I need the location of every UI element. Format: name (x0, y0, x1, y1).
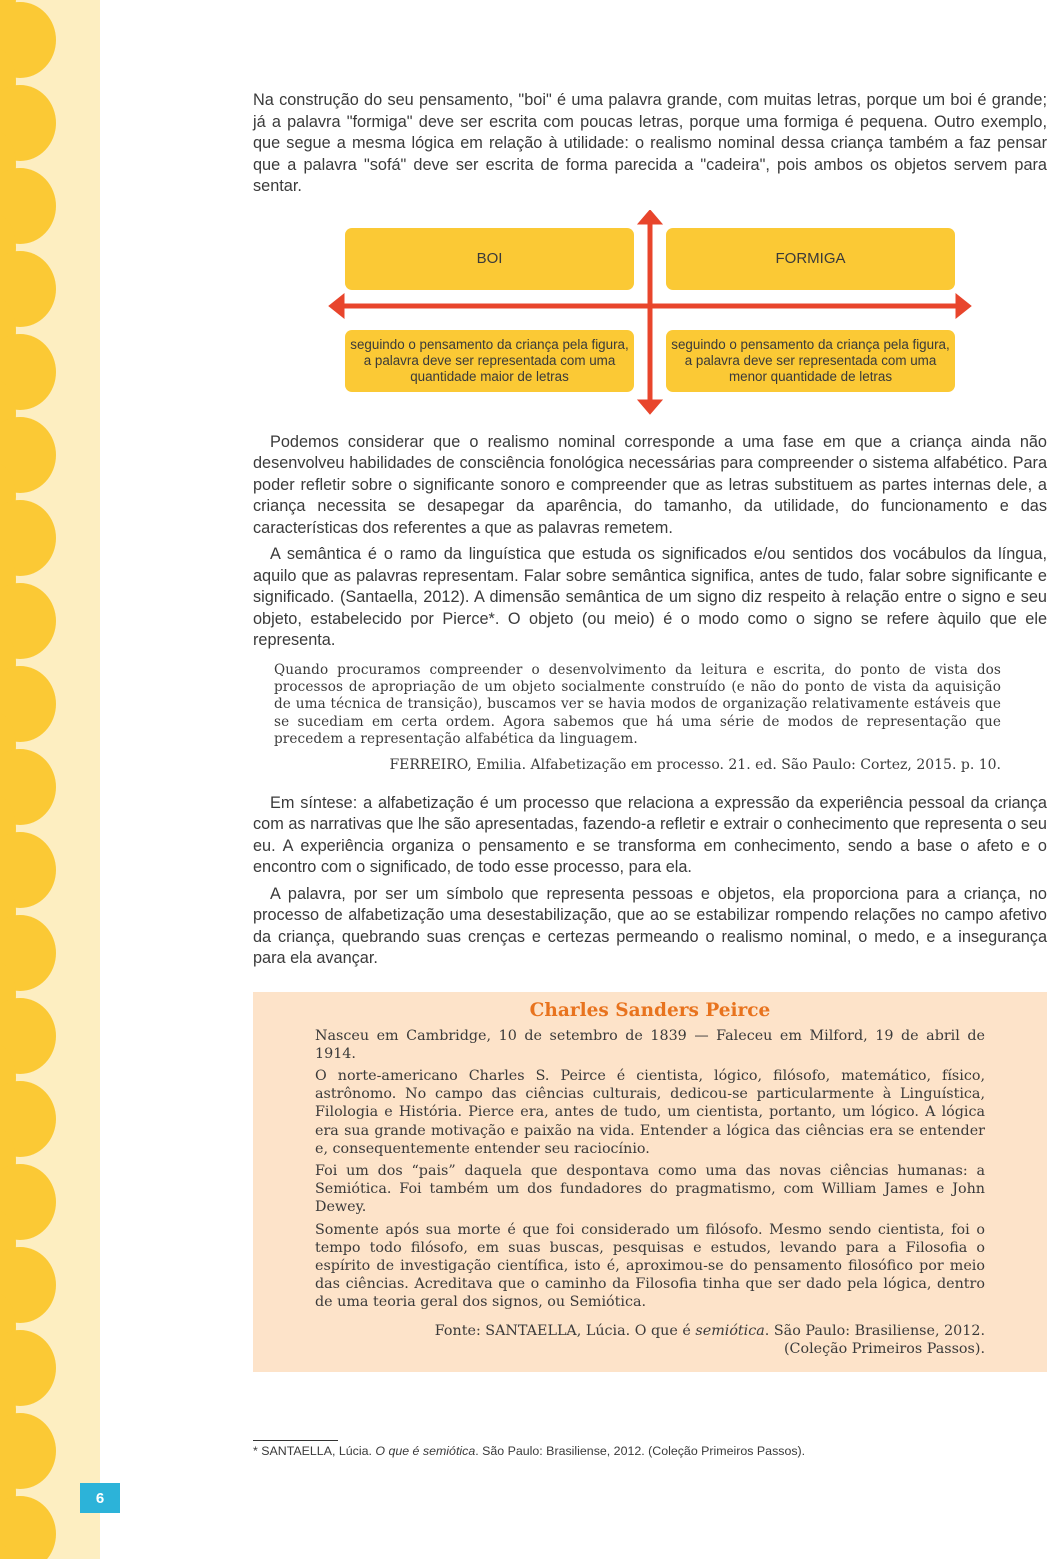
paragraph-palavra: A palavra, por ser um símbolo que representa pessoas e objetos, ela proporciona para a criança, no processo de alfabetização uma desestabilização, que ao se estabilizar rompendo relações no campo afetivo da criança, quebrando suas crenças e certezas permeando o realismo nominal, o medo, e a insegurança para ela avançar. (253, 884, 1047, 968)
bio-source (315, 1322, 985, 1358)
bio-source-line2: (Coleção Primeiros Passos). (783, 1340, 985, 1357)
paragraph-intro: Na construção do seu pensamento, "boi" é uma palavra grande, com muitas letras, porque um boi é grande; já a palavra "formiga" deve ser escrita com poucas letras, porque uma formiga é pequena. Outro exemplo, que segue a mesma lógica em relação à utilidade: o realismo nominal dessa criança também a faz pensar que a palavra "sofá" deve ser escrita de forma parecida a "cadeira", pois ambos os objetos servem para sentar. (253, 91, 1047, 195)
box-boi: BOI (345, 228, 634, 290)
bio-dates: Nasceu em Cambridge, 10 de setembro de 1839 — Faleceu em Milford, 19 de abril de 1914. (315, 1027, 985, 1062)
word-size-diagram (253, 210, 1047, 420)
page-number: 6 (80, 1483, 120, 1513)
block-quote: Quando procuramos compreender o desenvolvimento da leitura e escrita, do ponto de vista dos processos de apropriação de um objeto socialmente construído (e não do ponto de vista da aquisição de uma técnica de transição), buscamos ver se havia modos de organização relativamente estáveis que se sucediam em certa ordem. Agora sabemos que há uma série de modos de representação que precedem a representação alfabética da linguagem. (274, 661, 1001, 748)
footnote-divider (253, 1440, 338, 1441)
bio-source-prefix: Fonte: SANTAELLA, Lúcia. O que é (434, 1322, 696, 1339)
bio-paragraph-3: Somente após sua morte é que foi considerado um filósofo. Mesmo sendo cientista, foi o tempo todo filósofo, em suas buscas, pesquisas e estudos, levando para a Filosofia o espírito de investigação científica, isto é, aproximou-se do pensamento filosófico por meio das ciências. Acreditava que o caminho da Filosofia tinha que ser dado pela lógica, dentro de uma teoria geral dos signos, ou Semiótica. (315, 1221, 985, 1311)
arrow-up-icon (638, 210, 662, 224)
bio-paragraph-2: Foi um dos “pais” daquela que despontava como uma das novas ciências humanas: a Semiótica. Foi também um dos fundadores do pragmatismo, com William James e John Dewey. (315, 1162, 985, 1216)
bio-source-suffix: . São Paulo: Brasiliense, 2012. (764, 1322, 985, 1339)
arrow-left-icon (329, 294, 344, 318)
box-boi-explanation: seguindo o pensamento da criança pela figura, a palavra deve ser representada com uma quantidade maior de letras (345, 330, 634, 392)
footnote-italic: O que é semiótica (375, 1444, 476, 1458)
footnote (253, 1444, 805, 1458)
paragraph-semantica: A semântica é o ramo da linguística que estuda os significados e/ou sentidos dos vocábulos da língua, aquilo que as palavras representam. Falar sobre semântica significa, antes de tudo, falar sobre significante e significado. (Santaella, 2012). A dimensão semântica de um signo diz respeito à relação entre o signo e seu objeto, estabelecido por Pierce*. O objeto (ou meio) é o modo como o signo se refere àquilo que ele representa. (253, 545, 1047, 649)
arrow-right-icon (956, 294, 971, 318)
bio-source-italic: semiótica (695, 1322, 765, 1339)
page-content (253, 90, 1047, 1372)
decorative-wave-stripe (0, 0, 100, 1559)
footnote-suffix: . São Paulo: Brasiliense, 2012. (Coleção Primeiros Passos). (475, 1444, 806, 1458)
bio-paragraph-1: O norte-americano Charles S. Peirce é cientista, lógico, filósofo, matemático, físico, astrônomo. No campo das ciências culturais, dedicou-se particularmente à Linguística, Filologia e História. Pierce era, antes de tudo, um cientista, portanto, um lógico. A lógica era sua grande motivação e paixão na vida. Entender a lógica das ciências era se entender e, consequentemente entender seu raciocínio. (315, 1067, 985, 1157)
paragraph-realismo: Podemos considerar que o realismo nominal corresponde a uma fase em que a criança ainda não desenvolveu habilidades de consciência fonológica necessárias para compreender o sistema alfabético. Para poder refletir sobre o significante sonoro e compreender que as letras substituem as partes internas dele, a criança necessita se desapegar da aparência, do tamanho, da utilidade, do funcionamento e das características dos referentes a que as palavras remetem. (253, 432, 1047, 537)
quote-source: FERREIRO, Emilia. Alfabetização em processo. 21. ed. São Paulo: Cortez, 2015. p. 10. (389, 756, 1001, 773)
paragraph-sintese: Em síntese: a alfabetização é um processo que relaciona a expressão da experiência pessoal da criança com as narrativas que lhe são apresentadas, fazendo-a refletir e extrair o conhecimento que representa o seu eu. A experiência organiza o pensamento e se transforma em conhecimento, sendo a base o afeto e o encontro com o significado, de todo esse processo, para ela. (253, 793, 1047, 877)
box-formiga-explanation: seguindo o pensamento da criança pela figura, a palavra deve ser representada com uma menor quantidade de letras (666, 330, 955, 392)
box-formiga: FORMIGA (666, 228, 955, 290)
bio-title: Charles Sanders Peirce (529, 999, 771, 1021)
arrow-down-icon (638, 400, 662, 414)
bio-box (253, 992, 1047, 1372)
footnote-prefix: * SANTAELLA, Lúcia. (253, 1444, 376, 1458)
